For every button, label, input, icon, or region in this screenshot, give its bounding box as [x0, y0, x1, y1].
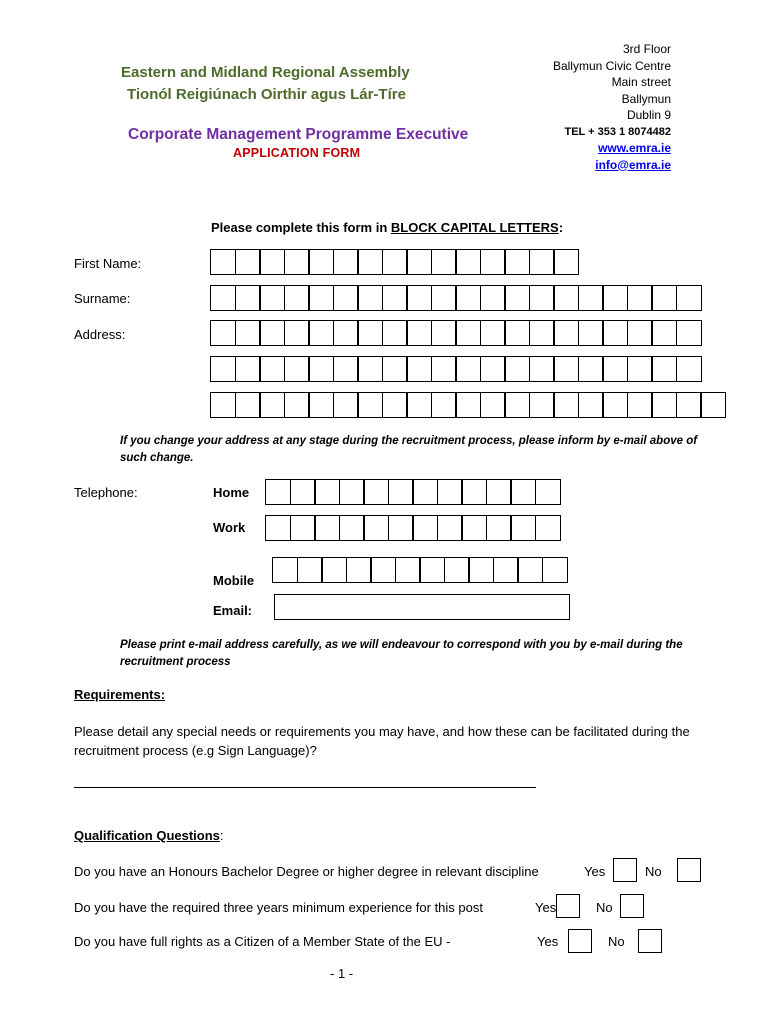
- character-box[interactable]: [333, 249, 359, 275]
- character-box[interactable]: [627, 392, 653, 418]
- character-box[interactable]: [676, 392, 702, 418]
- character-box[interactable]: [553, 320, 579, 346]
- character-box[interactable]: [517, 557, 543, 583]
- character-box[interactable]: [455, 392, 481, 418]
- character-box[interactable]: [504, 320, 530, 346]
- character-box[interactable]: [676, 320, 702, 346]
- character-box[interactable]: [406, 356, 432, 382]
- character-box[interactable]: [406, 249, 432, 275]
- first-name-label: First Name:: [74, 256, 142, 271]
- question-degree-no-checkbox[interactable]: [677, 858, 701, 882]
- character-box[interactable]: [388, 479, 414, 505]
- org-name-english: Eastern and Midland Regional Assembly: [121, 64, 410, 81]
- character-box[interactable]: [553, 285, 579, 311]
- address-line: Ballymun Civic Centre: [552, 58, 671, 73]
- character-box[interactable]: [272, 557, 298, 583]
- instructions-prefix: Please complete this form in: [211, 220, 391, 235]
- character-box[interactable]: [265, 515, 291, 541]
- address-label: Address:: [74, 327, 126, 342]
- email-note: Please print e-mail address carefully, as we will endeavour to correspond with you by e-mail during the recruitment process: [120, 639, 683, 668]
- question-degree: Do you have an Honours Bachelor Degree or higher degree in relevant discipline: [74, 864, 539, 879]
- character-box[interactable]: [297, 557, 323, 583]
- character-box[interactable]: [333, 285, 359, 311]
- website-link[interactable]: www.emra.ie: [598, 141, 671, 155]
- character-box[interactable]: [602, 285, 628, 311]
- question-experience: Do you have the required three years minimum experience for this post: [74, 900, 483, 915]
- character-box[interactable]: [431, 285, 457, 311]
- character-box[interactable]: [676, 356, 702, 382]
- qualification-heading-text: Qualification Questions: [74, 828, 220, 843]
- character-box[interactable]: [455, 249, 481, 275]
- character-box[interactable]: [308, 285, 334, 311]
- surname-input[interactable]: [210, 285, 700, 311]
- character-box[interactable]: [406, 392, 432, 418]
- character-box[interactable]: [578, 356, 604, 382]
- character-box[interactable]: [461, 479, 487, 505]
- character-box[interactable]: [321, 557, 347, 583]
- character-box[interactable]: [284, 356, 310, 382]
- character-box[interactable]: [542, 557, 568, 583]
- character-box[interactable]: [210, 285, 236, 311]
- address-input-line-2[interactable]: [210, 356, 700, 382]
- instructions: [211, 220, 563, 235]
- address-line: 3rd Floor: [622, 42, 671, 56]
- requirements-text: Please detail any special needs or requirements you may have, and how these can be facilitated during the recruitment process (e.g Sign Language)?: [74, 724, 690, 758]
- character-box[interactable]: [406, 285, 432, 311]
- email-label: Email:: [213, 603, 253, 618]
- character-box[interactable]: [431, 392, 457, 418]
- character-box[interactable]: [412, 515, 438, 541]
- question-citizenship-no-checkbox[interactable]: [638, 929, 662, 953]
- character-box[interactable]: [284, 392, 310, 418]
- telephone-label: Telephone:: [74, 485, 138, 500]
- character-box[interactable]: [504, 249, 530, 275]
- character-box[interactable]: [504, 356, 530, 382]
- address-input-line-3[interactable]: [210, 392, 725, 418]
- character-box[interactable]: [553, 249, 579, 275]
- character-box[interactable]: [535, 515, 561, 541]
- address-line: Dublin 9: [626, 108, 671, 122]
- character-box[interactable]: [210, 320, 236, 346]
- question-degree-yes-checkbox[interactable]: [613, 858, 637, 882]
- character-box[interactable]: [486, 515, 512, 541]
- character-box[interactable]: [553, 356, 579, 382]
- work-phone-label: Work: [213, 520, 246, 535]
- first-name-input[interactable]: [210, 249, 578, 275]
- address-line: Main street: [611, 75, 671, 89]
- surname-label: Surname:: [74, 291, 131, 306]
- address-block: [553, 41, 671, 173]
- email-link[interactable]: info@emra.ie: [595, 157, 671, 172]
- character-box[interactable]: [529, 392, 555, 418]
- character-box[interactable]: [290, 515, 316, 541]
- character-box[interactable]: [480, 320, 506, 346]
- question-citizenship-yes-checkbox[interactable]: [568, 929, 592, 953]
- programme-title: Corporate Management Programme Executive: [128, 126, 469, 143]
- character-box[interactable]: [382, 320, 408, 346]
- character-box[interactable]: [461, 515, 487, 541]
- qualification-heading: [74, 828, 224, 843]
- work-phone-input[interactable]: [265, 515, 559, 541]
- character-box[interactable]: [437, 479, 463, 505]
- character-box[interactable]: [382, 285, 408, 311]
- character-box[interactable]: [431, 320, 457, 346]
- character-box[interactable]: [333, 320, 359, 346]
- form-title: APPLICATION FORM: [233, 146, 361, 160]
- character-box[interactable]: [210, 392, 236, 418]
- character-box[interactable]: [370, 557, 396, 583]
- character-box[interactable]: [314, 479, 340, 505]
- telephone-number: TEL + 353 1 8074482: [564, 125, 671, 138]
- character-box[interactable]: [210, 249, 236, 275]
- requirements-heading: Requirements:: [74, 687, 166, 702]
- character-box[interactable]: [553, 392, 579, 418]
- character-box[interactable]: [529, 320, 555, 346]
- instructions-suffix: :: [558, 220, 564, 235]
- character-box[interactable]: [333, 392, 359, 418]
- character-box[interactable]: [510, 515, 536, 541]
- character-box[interactable]: [431, 249, 457, 275]
- character-box[interactable]: [455, 356, 481, 382]
- character-box[interactable]: [700, 392, 726, 418]
- character-box[interactable]: [493, 557, 519, 583]
- mobile-phone-input[interactable]: [272, 557, 566, 583]
- character-box[interactable]: [382, 392, 408, 418]
- character-box[interactable]: [357, 356, 383, 382]
- character-box[interactable]: [627, 320, 653, 346]
- character-box[interactable]: [210, 356, 236, 382]
- character-box[interactable]: [314, 515, 340, 541]
- character-box[interactable]: [284, 285, 310, 311]
- character-box[interactable]: [602, 356, 628, 382]
- home-phone-label: Home: [213, 485, 250, 500]
- character-box[interactable]: [480, 285, 506, 311]
- character-box[interactable]: [504, 285, 530, 311]
- question-experience-no-label: No: [596, 900, 613, 915]
- character-box[interactable]: [382, 249, 408, 275]
- character-box[interactable]: [235, 356, 261, 382]
- character-box[interactable]: [444, 557, 470, 583]
- question-experience-yes-checkbox[interactable]: [556, 894, 580, 918]
- character-box[interactable]: [578, 392, 604, 418]
- character-box[interactable]: [480, 249, 506, 275]
- character-box[interactable]: [259, 356, 285, 382]
- character-box[interactable]: [651, 285, 677, 311]
- mobile-phone-label: Mobile: [213, 573, 255, 588]
- character-box[interactable]: [290, 479, 316, 505]
- question-citizenship-no-label: No: [608, 934, 625, 949]
- character-box[interactable]: [510, 479, 536, 505]
- character-box[interactable]: [308, 392, 334, 418]
- question-degree-yes-label: Yes: [584, 864, 606, 879]
- character-box[interactable]: [437, 515, 463, 541]
- qualification-heading-colon: :: [219, 828, 224, 843]
- character-box[interactable]: [602, 320, 628, 346]
- character-box[interactable]: [284, 249, 310, 275]
- character-box[interactable]: [382, 356, 408, 382]
- character-box[interactable]: [333, 356, 359, 382]
- character-box[interactable]: [529, 356, 555, 382]
- character-box[interactable]: [363, 515, 389, 541]
- character-box[interactable]: [357, 392, 383, 418]
- character-box[interactable]: [284, 320, 310, 346]
- character-box[interactable]: [308, 356, 334, 382]
- character-box[interactable]: [259, 285, 285, 311]
- character-box[interactable]: [357, 320, 383, 346]
- character-box[interactable]: [676, 285, 702, 311]
- question-citizenship-yes-label: Yes: [537, 934, 559, 949]
- page-number: - 1 -: [330, 966, 354, 981]
- character-box[interactable]: [406, 320, 432, 346]
- address-line: Ballymun: [621, 91, 671, 106]
- character-box[interactable]: [455, 320, 481, 346]
- character-box[interactable]: [651, 356, 677, 382]
- requirements-answer-line[interactable]: [74, 787, 536, 788]
- email-input[interactable]: [274, 594, 570, 620]
- character-box[interactable]: [455, 285, 481, 311]
- instructions-emphasis: BLOCK CAPITAL LETTERS: [390, 220, 559, 235]
- character-box[interactable]: [486, 479, 512, 505]
- character-box[interactable]: [395, 557, 421, 583]
- character-box[interactable]: [480, 392, 506, 418]
- character-box[interactable]: [259, 320, 285, 346]
- character-box[interactable]: [308, 249, 334, 275]
- character-box[interactable]: [235, 285, 261, 311]
- character-box[interactable]: [480, 356, 506, 382]
- character-box[interactable]: [651, 392, 677, 418]
- character-box[interactable]: [388, 515, 414, 541]
- character-box[interactable]: [468, 557, 494, 583]
- character-box[interactable]: [412, 479, 438, 505]
- character-box[interactable]: [504, 392, 530, 418]
- character-box[interactable]: [578, 285, 604, 311]
- character-box[interactable]: [339, 515, 365, 541]
- character-box[interactable]: [627, 285, 653, 311]
- question-degree-no-label: No: [645, 864, 662, 879]
- org-name-irish: Tionól Reigiúnach Oirthir agus Lár-Tíre: [127, 86, 406, 103]
- character-box[interactable]: [308, 320, 334, 346]
- character-box[interactable]: [339, 479, 365, 505]
- question-experience-no-checkbox[interactable]: [620, 894, 644, 918]
- character-box[interactable]: [259, 392, 285, 418]
- character-box[interactable]: [431, 356, 457, 382]
- character-box[interactable]: [235, 320, 261, 346]
- character-box[interactable]: [235, 249, 261, 275]
- character-box[interactable]: [535, 479, 561, 505]
- character-box[interactable]: [346, 557, 372, 583]
- character-box[interactable]: [419, 557, 445, 583]
- character-box[interactable]: [627, 356, 653, 382]
- address-change-note: If you change your address at any stage during the recruitment process, please inform by e-mail above of such change.: [120, 435, 698, 464]
- character-box[interactable]: [529, 249, 555, 275]
- character-box[interactable]: [357, 249, 383, 275]
- character-box[interactable]: [235, 392, 261, 418]
- character-box[interactable]: [529, 285, 555, 311]
- question-experience-yes-label: Yes: [535, 900, 557, 915]
- character-box[interactable]: [265, 479, 291, 505]
- character-box[interactable]: [578, 320, 604, 346]
- character-box[interactable]: [363, 479, 389, 505]
- character-box[interactable]: [602, 392, 628, 418]
- address-input-line-1[interactable]: [210, 320, 700, 346]
- character-box[interactable]: [259, 249, 285, 275]
- home-phone-input[interactable]: [265, 479, 559, 505]
- question-citizenship: Do you have full rights as a Citizen of a Member State of the EU -: [74, 934, 451, 949]
- character-box[interactable]: [651, 320, 677, 346]
- character-box[interactable]: [357, 285, 383, 311]
